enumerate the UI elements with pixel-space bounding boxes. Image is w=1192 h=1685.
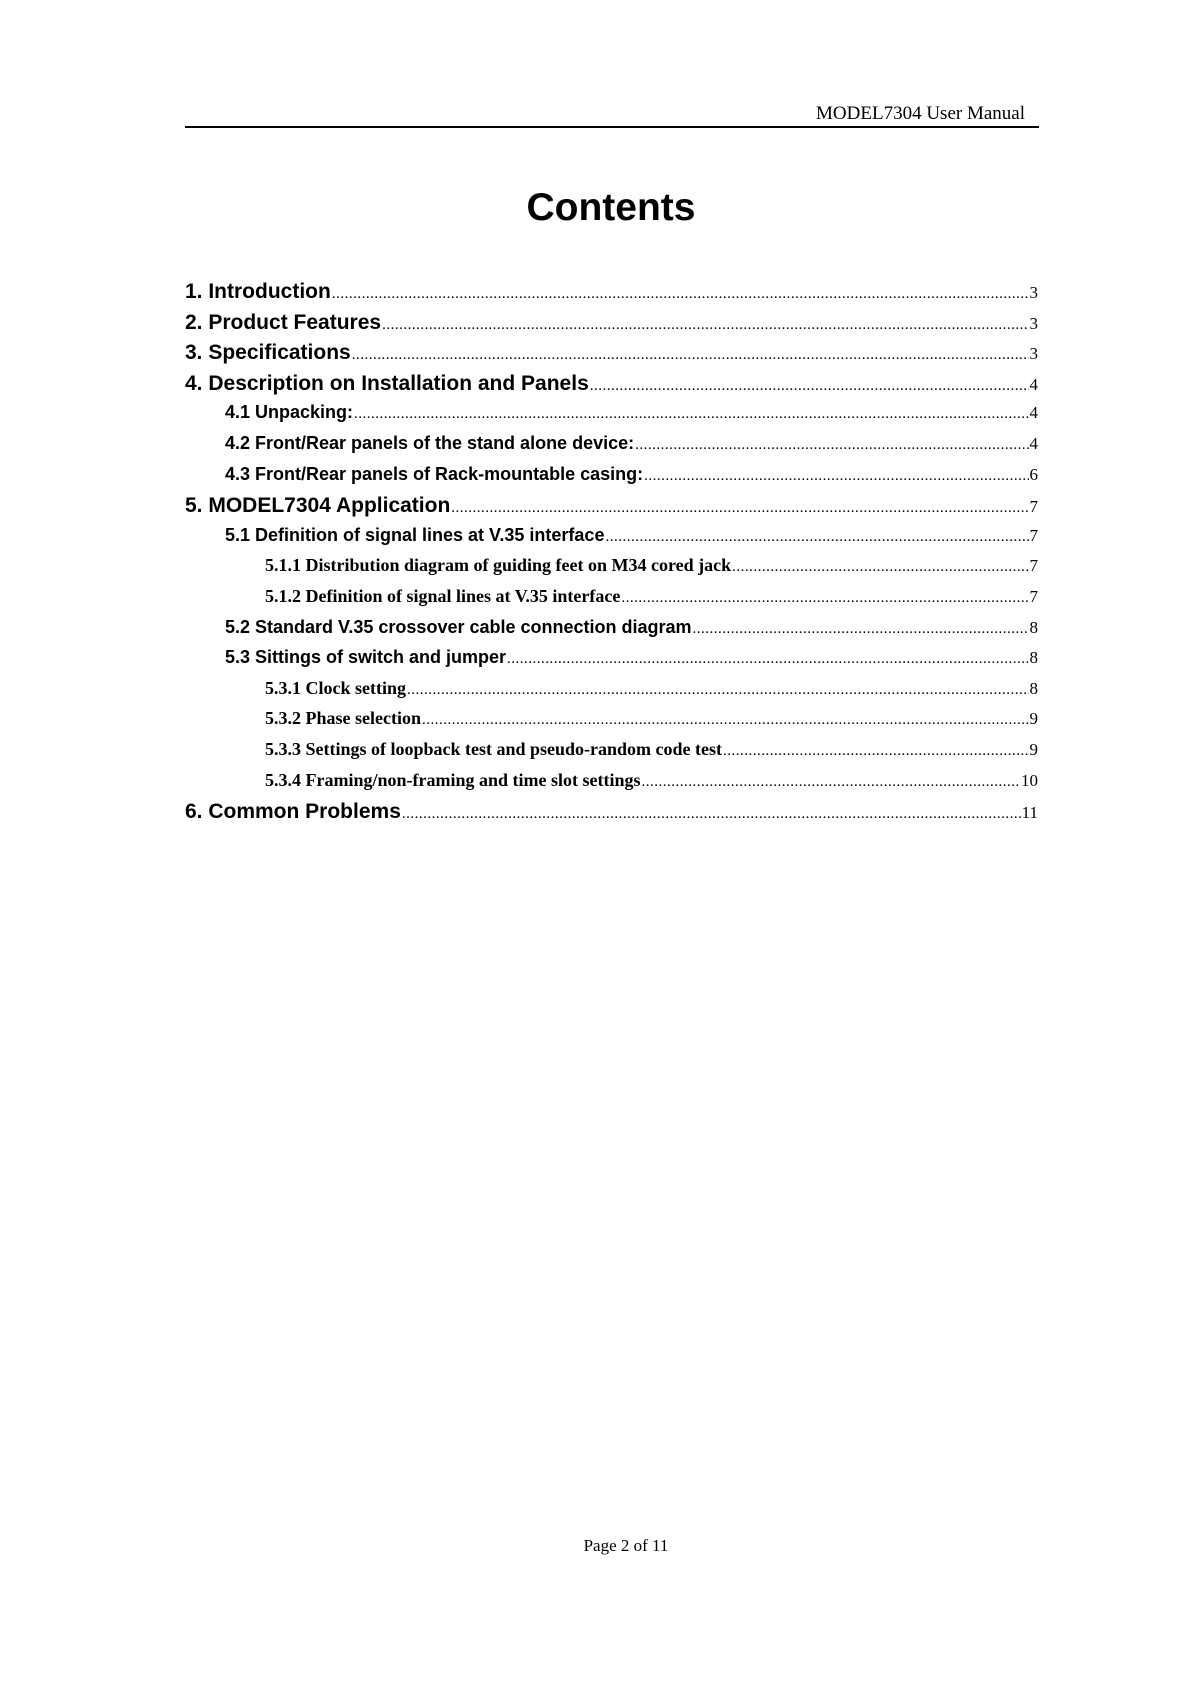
toc-leader-dots bbox=[590, 378, 1029, 395]
toc-leader-dots bbox=[693, 621, 1029, 638]
toc-leader-dots bbox=[605, 529, 1028, 546]
toc-leader-dots bbox=[407, 682, 1029, 699]
toc-entry-rack-panels[interactable] bbox=[185, 464, 1038, 494]
toc-leader-dots bbox=[635, 437, 1028, 454]
toc-entry-signal-lines[interactable] bbox=[185, 525, 1038, 555]
page-title: Contents bbox=[526, 186, 696, 229]
toc-leader-dots bbox=[332, 286, 1029, 303]
toc-entry-text: 5.3.1 Clock setting bbox=[265, 677, 406, 698]
toc-page-number: 4 bbox=[1029, 434, 1038, 453]
toc-entry-text: 4.3 Front/Rear panels of Rack-mountable casing: bbox=[225, 463, 644, 484]
toc-page-number: 7 bbox=[1029, 525, 1038, 545]
toc-page-number: 4 bbox=[1029, 374, 1038, 394]
toc-entry-text: 6. Common Problems bbox=[185, 800, 401, 824]
toc-entry-text: 2. Product Features bbox=[185, 310, 382, 334]
toc-page-number: 8 bbox=[1029, 648, 1038, 668]
toc-entry-phase-selection[interactable] bbox=[185, 708, 1038, 738]
toc-leader-dots bbox=[382, 317, 1028, 334]
toc-entry-text: 5.1.2 Definition of signal lines at V.35 interface bbox=[265, 586, 621, 606]
toc-page-number: 7 bbox=[1029, 587, 1038, 606]
toc-leader-dots bbox=[732, 559, 1028, 576]
toc-leader-dots bbox=[507, 651, 1028, 668]
toc-leader-dots bbox=[354, 406, 1028, 423]
toc-entry-introduction[interactable] bbox=[185, 280, 1038, 310]
toc-entry-text: 5.1 Definition of signal lines at V.35 interface bbox=[225, 524, 605, 545]
toc-entry-text: 5.3.3 Settings of loopback test and pseudo-random code test bbox=[265, 739, 723, 759]
toc-page-number: 7 bbox=[1029, 556, 1038, 576]
toc-leader-dots bbox=[642, 774, 1021, 791]
toc-leader-dots bbox=[723, 743, 1028, 760]
toc-entry-text: 5.3.4 Framing/non-framing and time slot settings bbox=[265, 769, 641, 790]
toc-entry-text: 5.3.2 Phase selection bbox=[265, 708, 421, 729]
toc-page-number: 6 bbox=[1029, 464, 1038, 484]
toc-entry-text: 4. Description on Installation and Panels bbox=[185, 371, 589, 395]
toc-leader-dots bbox=[644, 468, 1028, 485]
toc-leader-dots bbox=[451, 500, 1028, 517]
toc-page-number: 3 bbox=[1029, 344, 1038, 364]
toc-entry-application[interactable] bbox=[185, 494, 1038, 524]
toc-page-number: 9 bbox=[1029, 709, 1038, 729]
toc-page-number: 9 bbox=[1029, 740, 1038, 759]
page-footer: Page 2 of 11 bbox=[583, 1536, 669, 1555]
toc-entry-text: 4.2 Front/Rear panels of the stand alone device: bbox=[225, 433, 635, 453]
toc-page-number: 3 bbox=[1029, 313, 1038, 333]
toc-entry-installation-panels[interactable] bbox=[185, 372, 1038, 402]
toc-page-number: 11 bbox=[1021, 803, 1038, 823]
toc-entry-specifications[interactable] bbox=[185, 341, 1038, 371]
toc-leader-dots bbox=[422, 712, 1029, 729]
toc-page-number: 3 bbox=[1029, 283, 1038, 302]
toc-entry-framing-settings[interactable] bbox=[185, 770, 1038, 800]
toc-page-number: 10 bbox=[1021, 770, 1038, 790]
toc-page-number: 8 bbox=[1029, 617, 1038, 637]
toc-entry-signal-lines-definition[interactable] bbox=[185, 586, 1038, 616]
toc-entry-text: 3. Specifications bbox=[185, 341, 351, 365]
toc-page-number: 7 bbox=[1029, 497, 1038, 517]
toc-entry-distribution-diagram[interactable] bbox=[185, 555, 1038, 585]
toc-entry-text: 1. Introduction bbox=[185, 280, 331, 303]
toc-entry-text: 5.3 Sittings of switch and jumper bbox=[225, 647, 507, 668]
toc-entry-text: 5.1.1 Distribution diagram of guiding feet on M34 cored jack bbox=[265, 555, 732, 576]
toc-entry-switch-jumper[interactable] bbox=[185, 647, 1038, 677]
toc-leader-dots bbox=[621, 590, 1028, 607]
toc-entry-text: 5.2 Standard V.35 crossover cable connection diagram bbox=[225, 616, 692, 637]
page-header bbox=[185, 100, 1039, 128]
toc-entry-crossover-cable[interactable] bbox=[185, 617, 1038, 647]
toc-entry-unpacking[interactable] bbox=[185, 402, 1038, 432]
toc-entry-loopback-test[interactable] bbox=[185, 739, 1038, 769]
toc-leader-dots bbox=[402, 806, 1021, 823]
toc-leader-dots bbox=[352, 347, 1029, 364]
toc-entry-product-features[interactable] bbox=[185, 311, 1038, 341]
toc-entry-text: 5. MODEL7304 Application bbox=[185, 494, 451, 518]
toc-page-number: 8 bbox=[1029, 678, 1038, 698]
toc-entry-text: 4.1 Unpacking: bbox=[225, 402, 354, 423]
toc-entry-common-problems[interactable] bbox=[185, 800, 1038, 830]
toc-entry-clock-setting[interactable] bbox=[185, 678, 1038, 708]
header-text: MODEL7304 User Manual bbox=[816, 103, 1025, 124]
toc-page-number: 4 bbox=[1029, 403, 1038, 423]
toc-entry-standalone-panels[interactable] bbox=[185, 433, 1038, 463]
